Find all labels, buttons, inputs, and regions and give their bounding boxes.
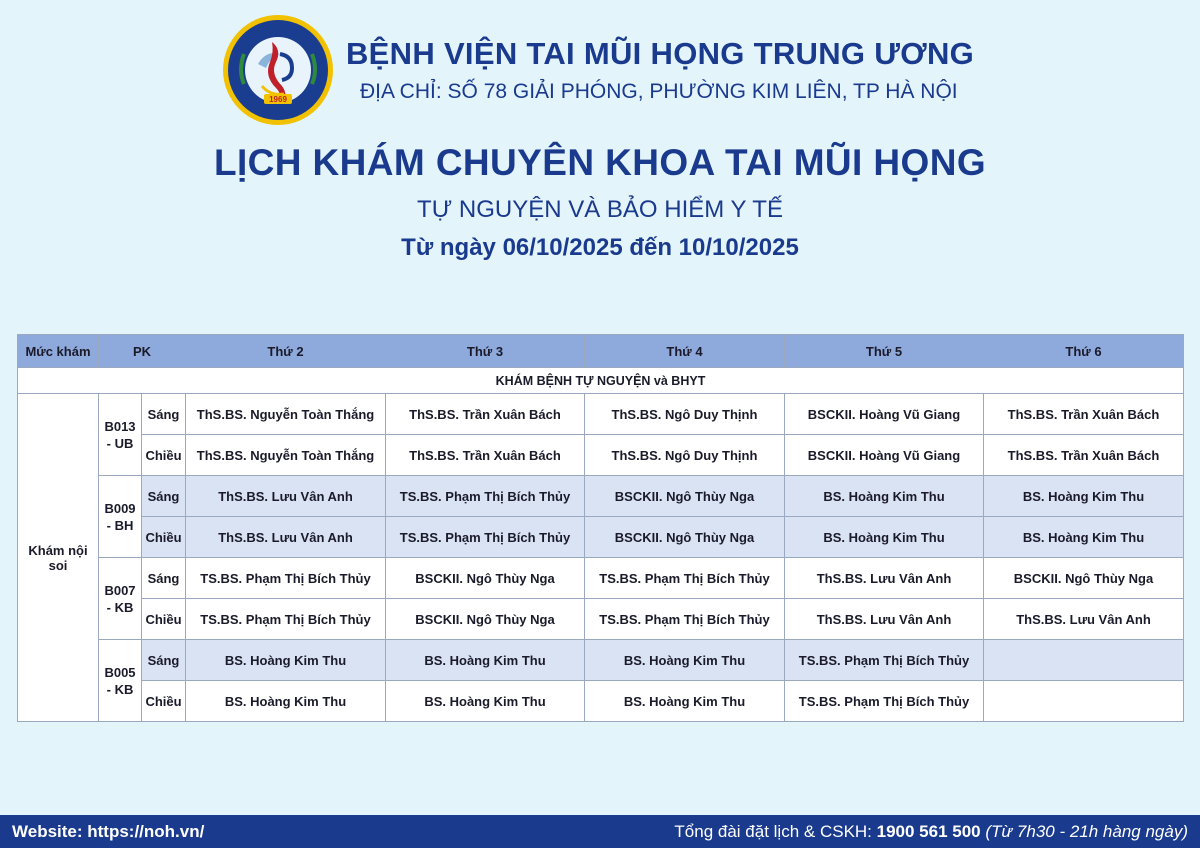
doctor-cell: BS. Hoàng Kim Thu [386, 640, 585, 681]
table-row [18, 640, 1184, 681]
hotline-info [674, 822, 1188, 842]
doctor-cell: ThS.BS. Trần Xuân Bách [984, 435, 1184, 476]
page-header [0, 0, 1200, 320]
doctor-cell: ThS.BS. Ngô Duy Thịnh [585, 435, 785, 476]
room-code: B007 - KB [99, 558, 142, 640]
doctor-cell: ThS.BS. Lưu Vân Anh [984, 599, 1184, 640]
session-label: Chiều [142, 435, 186, 476]
doctor-cell: BS. Hoàng Kim Thu [984, 517, 1184, 558]
doctor-cell: ThS.BS. Lưu Vân Anh [186, 476, 386, 517]
session-label: Sáng [142, 558, 186, 599]
col-header-mon: Thứ 2 [186, 335, 386, 368]
doctor-cell: BS. Hoàng Kim Thu [785, 476, 984, 517]
session-label: Chiều [142, 681, 186, 722]
doctor-cell: TS.BS. Phạm Thị Bích Thủy [585, 558, 785, 599]
doctor-cell: BS. Hoàng Kim Thu [585, 640, 785, 681]
doctor-cell: BS. Hoàng Kim Thu [585, 681, 785, 722]
doctor-cell: ThS.BS. Nguyễn Toàn Thắng [186, 435, 386, 476]
table-row [18, 394, 1184, 435]
doctor-cell: TS.BS. Phạm Thị Bích Thủy [785, 640, 984, 681]
doctor-cell: BS. Hoàng Kim Thu [186, 640, 386, 681]
doctor-cell: ThS.BS. Trần Xuân Bách [386, 435, 585, 476]
doctor-cell: ThS.BS. Trần Xuân Bách [386, 394, 585, 435]
hospital-address: ĐỊA CHỈ: SỐ 78 GIẢI PHÓNG, PHƯỜNG KIM LIÊN, TP HÀ NỘI [360, 80, 958, 103]
table-row [18, 476, 1184, 517]
table-row [18, 517, 1184, 558]
page-subtitle: TỰ NGUYỆN VÀ BẢO HIỂM Y TẾ [417, 196, 783, 223]
doctor-cell: BSCKII. Ngô Thùy Nga [585, 517, 785, 558]
doctor-cell: BSCKII. Hoàng Vũ Giang [785, 394, 984, 435]
table-row [18, 681, 1184, 722]
table-row [18, 558, 1184, 599]
logo-year: 1969 [269, 95, 287, 104]
doctor-cell: BSCKII. Ngô Thùy Nga [386, 599, 585, 640]
table-row [18, 435, 1184, 476]
doctor-cell: ThS.BS. Nguyễn Toàn Thắng [186, 394, 386, 435]
website-link[interactable]: Website: https://noh.vn/ [12, 822, 205, 841]
col-header-fri: Thứ 6 [984, 335, 1184, 368]
page-footer [0, 815, 1200, 848]
doctor-cell [984, 640, 1184, 681]
doctor-cell: TS.BS. Phạm Thị Bích Thủy [186, 599, 386, 640]
doctor-cell: BSCKII. Ngô Thùy Nga [386, 558, 585, 599]
doctor-cell: BS. Hoàng Kim Thu [785, 517, 984, 558]
hotline-label: Tổng đài đặt lịch & CSKH: [674, 822, 877, 841]
page-title: LỊCH KHÁM CHUYÊN KHOA TAI MŨI HỌNG [213, 142, 987, 183]
session-label: Sáng [142, 394, 186, 435]
date-range: Từ ngày 06/10/2025 đến 10/10/2025 [401, 234, 799, 261]
doctor-cell: ThS.BS. Lưu Vân Anh [785, 558, 984, 599]
session-label: Chiều [142, 599, 186, 640]
col-header-tue: Thứ 3 [386, 335, 585, 368]
col-header-level: Mức khám [18, 335, 99, 368]
doctor-cell: ThS.BS. Ngô Duy Thịnh [585, 394, 785, 435]
hotline-hours: (Từ 7h30 - 21h hàng ngày) [980, 822, 1188, 841]
doctor-cell: TS.BS. Phạm Thị Bích Thủy [585, 599, 785, 640]
col-header-wed: Thứ 4 [585, 335, 785, 368]
section-row [18, 368, 1184, 394]
group-label: Khám nội soi [18, 394, 99, 722]
doctor-cell: TS.BS. Phạm Thị Bích Thủy [785, 681, 984, 722]
session-label: Chiều [142, 517, 186, 558]
doctor-cell: BS. Hoàng Kim Thu [186, 681, 386, 722]
room-code: B013 - UB [99, 394, 142, 476]
session-label: Sáng [142, 640, 186, 681]
doctor-cell: ThS.BS. Lưu Vân Anh [186, 517, 386, 558]
col-header-thu: Thứ 5 [785, 335, 984, 368]
doctor-cell: TS.BS. Phạm Thị Bích Thủy [386, 476, 585, 517]
schedule-table [17, 334, 1184, 722]
table-row [18, 599, 1184, 640]
doctor-cell: BS. Hoàng Kim Thu [984, 476, 1184, 517]
doctor-cell [984, 681, 1184, 722]
room-code: B009 - BH [99, 476, 142, 558]
doctor-cell: TS.BS. Phạm Thị Bích Thủy [386, 517, 585, 558]
col-header-room: PK [99, 335, 186, 368]
doctor-cell: BSCKII. Hoàng Vũ Giang [785, 435, 984, 476]
hotline-number[interactable]: 1900 561 500 [876, 822, 981, 841]
doctor-cell: BSCKII. Ngô Thùy Nga [585, 476, 785, 517]
room-code: B005 - KB [99, 640, 142, 722]
session-label: Sáng [142, 476, 186, 517]
table-header-row [18, 335, 1184, 368]
doctor-cell: ThS.BS. Trần Xuân Bách [984, 394, 1184, 435]
section-title: KHÁM BỆNH TỰ NGUYỆN và BHYT [18, 368, 1184, 394]
doctor-cell: TS.BS. Phạm Thị Bích Thủy [186, 558, 386, 599]
doctor-cell: ThS.BS. Lưu Vân Anh [785, 599, 984, 640]
hospital-name: BỆNH VIỆN TAI MŨI HỌNG TRUNG ƯƠNG [346, 36, 975, 71]
hospital-logo [222, 14, 334, 126]
doctor-cell: BS. Hoàng Kim Thu [386, 681, 585, 722]
doctor-cell: BSCKII. Ngô Thùy Nga [984, 558, 1184, 599]
